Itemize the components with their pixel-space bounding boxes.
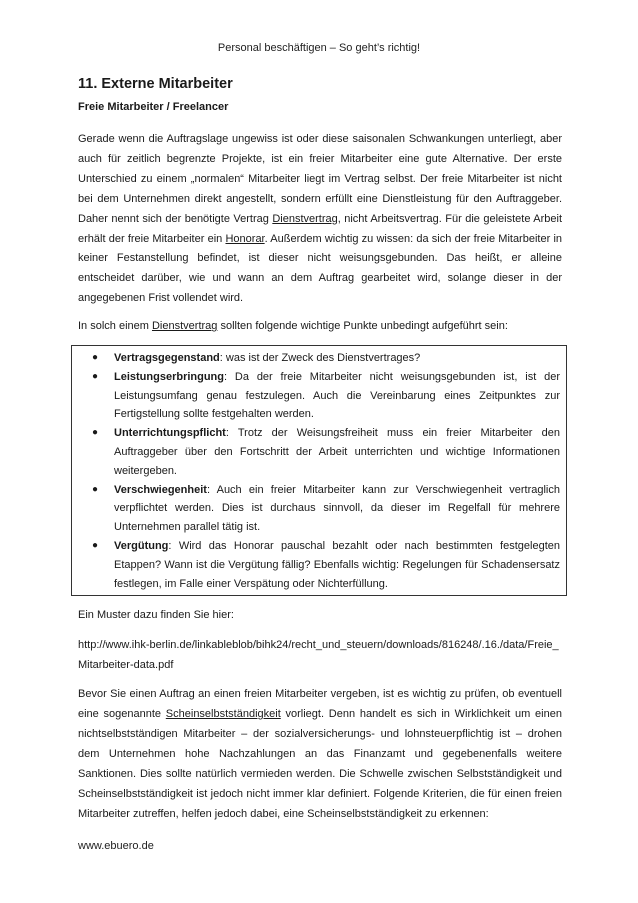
list-item-term: Vergütung (114, 540, 169, 553)
muster-url-link[interactable]: http://www.ihk-berlin.de/linkableblob/bihk24/recht_und_steuern/downloads/816248/.16./data/Freie_Mitarbeiter-data.pdf (78, 639, 559, 672)
list-item-term: Verschwiegenheit (114, 483, 207, 496)
muster-label: Ein Muster dazu finden Sie hier: (78, 609, 234, 622)
list-item-term: Vertragsgegenstand (114, 352, 220, 365)
contract-points-box (71, 345, 567, 596)
list-item (78, 424, 560, 480)
section-heading: 11. Externe Mitarbeiter (78, 76, 233, 92)
list-item-text: : was ist der Zweck des Dienstvertrages? (219, 352, 421, 365)
list-item (78, 368, 560, 424)
list-item (78, 349, 560, 368)
dienstvertrag-link-2[interactable]: Dienstvertrag (151, 320, 218, 333)
page-footer[interactable]: www.ebuero.de (78, 840, 154, 852)
points-intro-paragraph (78, 317, 562, 337)
intro-text-2: , nicht Arbeitsvertrag. Für die geleistete Arbeit erhält der freie Mitarbeiter ein (78, 212, 562, 245)
page-content (78, 76, 562, 832)
bullet-icon: ● (92, 370, 99, 382)
scheinselbststaendigkeit-link[interactable]: Scheinselbstständigkeit (165, 708, 281, 721)
points-intro-before: In solch einem (78, 320, 152, 333)
page-header: Personal beschäftigen – So geht’s richtig! (217, 42, 421, 54)
honorar-link[interactable]: Honorar (225, 232, 265, 245)
section-subheading: Freie Mitarbeiter / Freelancer (78, 101, 229, 113)
intro-text-3: . Außerdem wichtig zu wissen: da sich der freie Mitarbeiter in keiner Festanstellung befindet, ist dieser nicht weisungsgebunden. Das heißt, er alleine entscheidet darüber, wie und wann an dem Auftrag gearbeitet wird, solange dieser in der angegebenen Frist vollendet wird. (78, 232, 563, 305)
bullet-icon: ● (92, 352, 99, 364)
list-item-text: : Auch ein freier Mitarbeiter kann zur Verschwiegenheit vertraglich verpflichtet werden. Dies ist durchaus sinnvoll, da dieser im Regelfall für mehrere Unternehmen parallel tätig ist. (114, 483, 560, 534)
bullet-icon: ● (92, 483, 99, 495)
list-item-text: : Da der freie Mitarbeiter nicht weisungsgebunden ist, ist der Leistungsumfang genau festzulegen. Auch die Vereinbarung eines Zeitpunktes zur Fertigstellung sollte festgehalten werden. (114, 370, 560, 421)
list-item-text: : Wird das Honorar pauschal bezahlt oder nach bestimmten festgelegten Etappen? Wann ist die Vergütung fällig? Ebenfalls wichtig: Regelungen für Schadensersatz festlegen, im Falle einer Verspätung oder Nichterfüllung. (114, 540, 560, 590)
bullet-icon: ● (92, 540, 99, 552)
intro-paragraph (78, 130, 562, 309)
closing-after: vorliegt. Denn handelt es sich in Wirklichkeit um einen nichtselbstständigen Mitarbeiter – der sozialversicherungs- und lohnsteuerpflichtig ist – drohen dem Unternehmen hohe Nachzahlungen an das Finanzamt und gegebenenfalls weitere Sanktionen. Dies sollte natürlich vermieden werden. Die Schwelle zwischen Selbstständigkeit und Scheinselbstständigkeit ist jedoch nicht immer klar definiert. Folgende Kriterien, die für einen freien Mitarbeiter zutreffen, helfen jedoch dabei, eine Scheinselbstständigkeit zu erkennen: (78, 708, 562, 820)
dienstvertrag-link[interactable]: Dienstvertrag (272, 212, 338, 225)
list-item-text: : Trotz der Weisungsfreiheit muss ein freier Mitarbeiter den Auftraggeber über den Fortschritt der Arbeit unterrichten und wichtige Informationen weitergeben. (114, 427, 560, 477)
list-item (78, 481, 560, 537)
bullet-icon: ● (92, 427, 99, 439)
list-item (78, 537, 560, 593)
contract-points-list (78, 349, 560, 593)
list-item-term: Leistungserbringung (114, 370, 224, 383)
points-intro-after: sollten folgende wichtige Punkte unbedingt aufgeführt sein: (217, 320, 508, 333)
intro-text-1: Gerade wenn die Auftragslage ungewiss ist oder diese saisonalen Schwankungen unterliegt, aber auch für zeitlich begrenzte Projekte, ist ein freier Mitarbeiter eine gute Alternative. Der erste Unterschied zu einem „normalen“ Mitarbeiter liegt im Vertrag selbst. Der freie Mitarbeiter ist nicht bei dem Unternehmen direkt angestellt, sondern erfüllt eine Dienstleistung für den Auftraggeber. Daher nennt sich der benötigte Vertrag (78, 133, 562, 225)
closing-before: Bevor Sie einen Auftrag an einen freien Mitarbeiter vergeben, ist es wichtig zu prüfen, ob eventuell eine sogenannte (78, 688, 562, 721)
closing-paragraph (78, 685, 562, 824)
list-item-term: Unterrichtungspflicht (114, 427, 226, 440)
